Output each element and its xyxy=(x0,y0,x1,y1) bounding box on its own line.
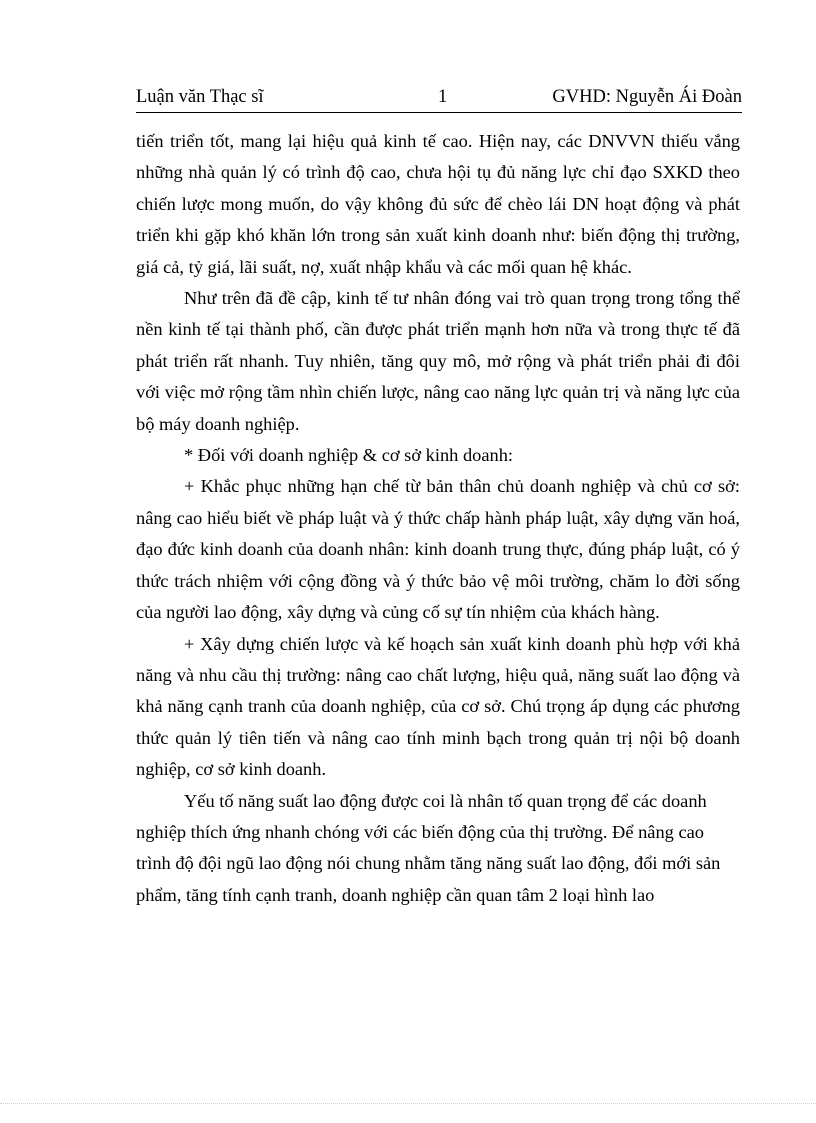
paragraph-private-economy: Như trên đã đề cập, kinh tế tư nhân đóng vai trò quan trọng trong tổng thể nền kinh tế tại thành phố, cần được phát triển mạnh hơn nữa và trong thực tế đã phát triển rất nhanh. Tuy nhiên, tăng quy mô, mở rộng và phát triển phải đi đôi với việc mở rộng tầm nhìn chiến lược, nâng cao năng lực quản trị và năng lực của bộ máy doanh nghiệp. xyxy=(136,288,740,434)
header-advisor: GVHD: Nguyễn Ái Đoàn xyxy=(552,87,742,107)
document-body xyxy=(136,126,740,911)
paragraph-labor-productivity: Yếu tố năng suất lao động được coi là nhân tố quan trọng để các doanh nghiệp thích ứng nhanh chóng với các biến động của thị trường. Để nâng cao trình độ đội ngũ lao động nói chung nhằm tăng năng suất lao động, đổi mới sản phẩm, tăng tính cạnh tranh, doanh nghiệp cần quan tâm 2 loại hình lao xyxy=(136,790,721,905)
page-bottom-divider xyxy=(0,1103,816,1104)
header-thesis-title: Luận văn Thạc sĩ xyxy=(136,87,264,107)
paragraph-continuation: tiến triển tốt, mang lại hiệu quả kinh tế cao. Hiện nay, các DNVVN thiếu vắng những nhà quản lý có trình độ cao, chưa hội tụ đủ năng lực chỉ đạo SXKD theo chiến lược mong muốn, do vậy không đủ sức để chèo lái DN hoạt động và phát triển khi gặp khó khăn lớn trong sản xuất kinh doanh như: biến động thị trường, giá cả, tỷ giá, lãi suất, nợ, xuất nhập khẩu và các mối quan hệ khác. xyxy=(136,131,740,277)
paragraph-overcome-limitations: + Khắc phục những hạn chế từ bản thân chủ doanh nghiệp và chủ cơ sở: nâng cao hiểu biết về pháp luật và ý thức chấp hành pháp luật, xây dựng văn hoá, đạo đức kinh doanh của doanh nhân: kinh doanh trung thực, đúng pháp luật, có ý thức trách nhiệm với cộng đồng và ý thức bảo vệ môi trường, chăm lo đời sống của người lao động, xây dựng và củng cố sự tín nhiệm của khách hàng. xyxy=(136,476,740,623)
section-heading-enterprises: * Đối với doanh nghiệp & cơ sở kinh doanh: xyxy=(184,445,514,466)
paragraph-build-strategy: + Xây dựng chiến lược và kế hoạch sản xuất kinh doanh phù hợp với khả năng và nhu cầu thị trường: nâng cao chất lượng, hiệu quả, năng suất lao động và khả năng cạnh tranh của doanh nghiệp, của cơ sở. Chú trọng áp dụng các phương thức quản lý tiên tiến và nâng cao tính minh bạch trong quản trị nội bộ doanh nghiệp, cơ sở kinh doanh. xyxy=(136,633,740,780)
page-header xyxy=(136,84,742,113)
page-number: 1 xyxy=(438,87,448,107)
